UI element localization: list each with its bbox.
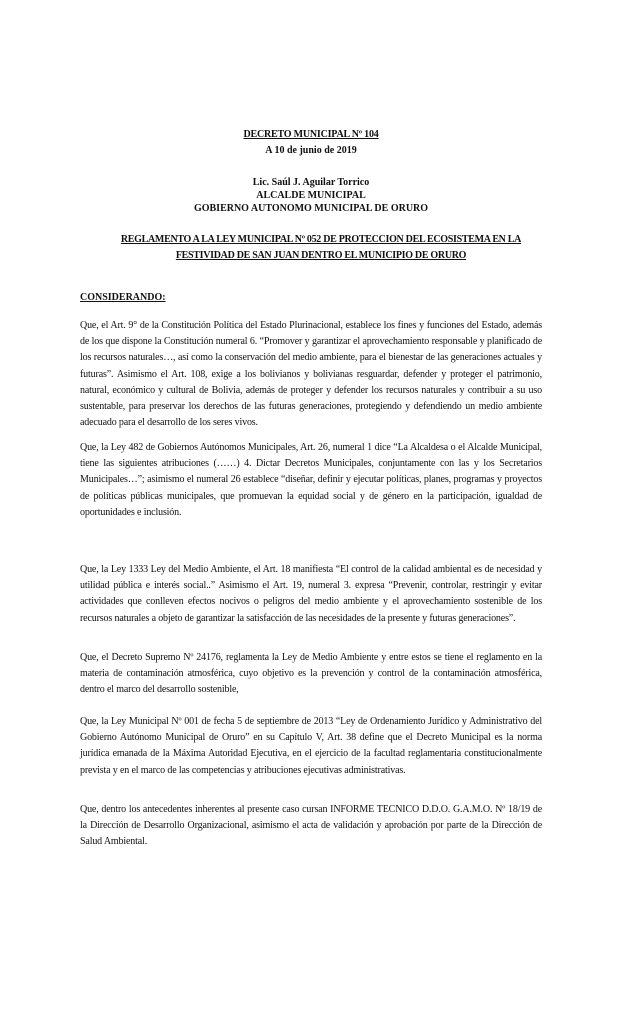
paragraph-informe-tecnico: Que, dentro los antecedentes inherentes al presente caso cursan INFORME TECNICO D.D.O. G.A.M.O. Nº 18/19 de la Dirección de Desarrollo Organizacional, asimismo el acta de validación y aprobación por parte de la Dirección de Salud Ambiental. [80,804,542,848]
signer-role: ALCALDE MUNICIPAL [256,190,366,201]
decree-date: A 10 de junio de 2019 [265,145,357,156]
signer-organization: GOBIERNO AUTONOMO MUNICIPAL DE ORURO [193,203,429,214]
decree-title: DECRETO MUNICIPAL Nº 104 [243,129,379,140]
signer-name: Lic. Saúl J. Aguilar Torrico [252,177,370,188]
considerando-heading: CONSIDERANDO: [80,292,166,303]
paragraph-ley-municipal-001: Que, la Ley Municipal Nº 001 de fecha 5 de septiembre de 2013 “Ley de Ordenamiento Jurídico y Administrativo del Gobierno Autónomo Municipal de Oruro” en su Capítulo V, Art. 38 define que el Decreto Municipal es la norma jurídica emanada de la Máxima Autoridad Ejecutiva, en el ejercicio de la facultad reglamentaria constitucionalmente prevista y en el marco de las competencias y atribuciones ejecutivas administrativas. [80,716,542,776]
paragraph-constitution: Que, el Art. 9° de la Constitución Política del Estado Plurinacional, establece los fines y funciones del Estado, además de los que dispone la Constitución numeral 6. “Promover y garantizar el aprovechamiento responsable y planificado de los recursos naturales…, así como la conservación del medio ambiente, para el bienestar de las generaciones actuales y futuras”. Asimismo el Art. 108, exige a los bolivianos y bolivianas resguardar, defender y proteger el patrimonio, natural, económico y cultural de Bolivia, además de proteger y defender los recursos naturales y contribuir a su uso sustentable, para preservar los derechos de las futuras generaciones, protegiendo y defendiendo un medio ambiente adecuado para el desarrollo de los seres vivos. [80,320,542,429]
paragraph-ley-482: Que, la Ley 482 de Gobiernos Autónomos Municipales, Art. 26, numeral 1 dice “La Alcaldesa o el Alcalde Municipal, tiene las siguientes atribuciones (……) 4. Dictar Decretos Municipales, conjuntamente con las y los Secretarios Municipales…”; asimismo el numeral 26 establece “diseñar, definir y ejecutar políticas, planes, programas y proyectos de políticas públicas municipales, que promuevan la equidad social y de género en la participación, igualdad de oportunidades e inclusión. [80,442,542,518]
regulation-title: REGLAMENTO A LA LEY MUNICIPAL Nº 052 DE PROTECCION DEL ECOSISTEMA EN LA FESTIVIDAD DE SAN JUAN DENTRO EL MUNICIPIO DE ORURO [120,234,522,261]
paragraph-decreto-24176: Que, el Decreto Supremo Nº 24176, reglamenta la Ley de Medio Ambiente y entre estos se tiene el reglamento en la materia de contaminación atmosférica, cuyo objetivo es la prevención y control de la contaminación atmosférica, dentro el marco del desarrollo sostenible, [80,652,542,696]
paragraph-ley-1333: Que, la Ley 1333 Ley del Medio Ambiente, el Art. 18 manifiesta “El control de la calidad ambiental es de necesidad y utilidad pública e interés social..” Asimismo el Art. 19, numeral 3. expresa “Prevenir, controlar, restringir y evitar actividades que conlleven efectos nocivos o peligros del medio ambiente y el aprovechamiento sostenible de los recursos naturales a objeto de garantizar la satisfacción de las necesidades de la presente y futuras generaciones”. [80,564,542,624]
